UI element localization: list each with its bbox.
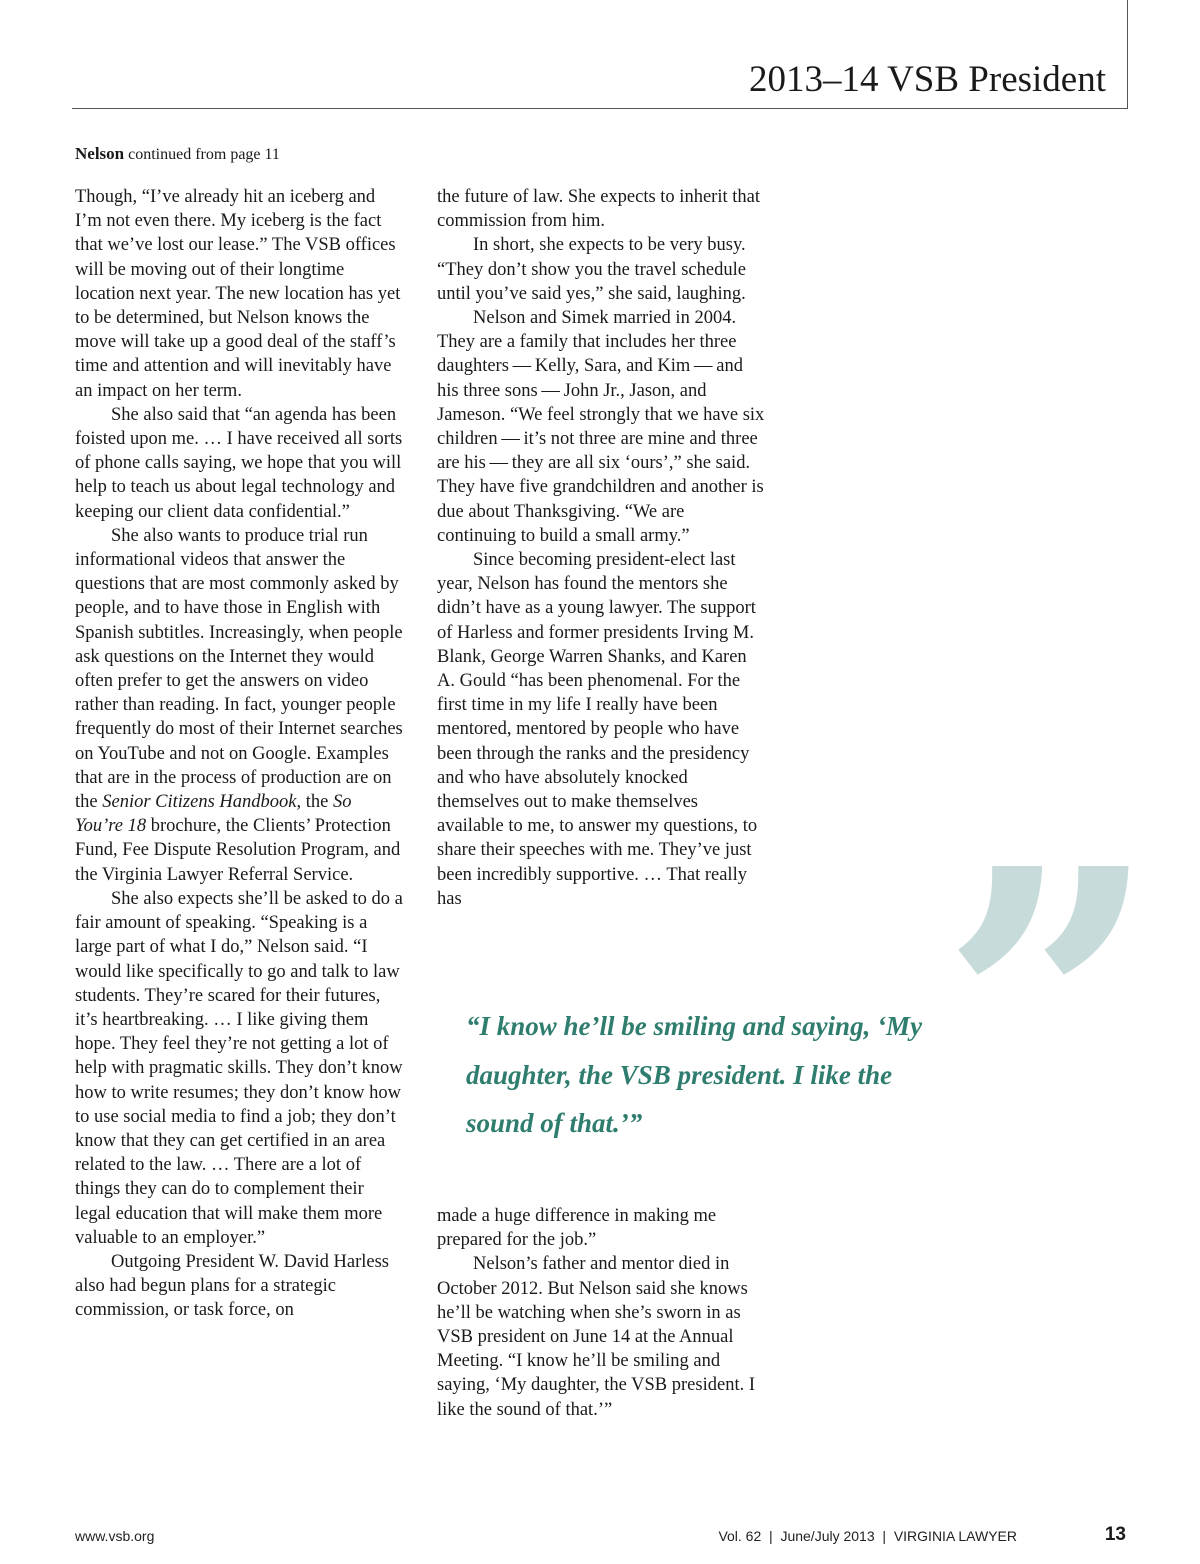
footer-url: www.vsb.org (75, 1528, 155, 1544)
section-title: 2013–14 VSB President (748, 59, 1106, 100)
pull-quote: “I know he’ll be smiling and saying, ‘My daughter, the VSB president. I like the sound of that.’” (466, 1011, 923, 1138)
paragraph: She also expects she’ll be asked to do a fair amount of speaking. “Speaking is a large part of what I do,” Nelson said. “I would like specifically to go and talk to law students. They’re scared for their futures, it’s heartbreaking. … I like giving them hope. They feel they’re not getting a lot of help with pragmatic skills. They don’t know how to write resumes; they don’t know how to use social media to find a job; they don’t know that they can get certified in an area related to the law. … There are a lot of things they can do to complement their legal education that will make them more valuable to an employer.” (75, 888, 403, 1248)
publication-title: So You’re 18 (75, 792, 352, 837)
paragraph: Though, “I’ve already hit an iceberg and I’m not even there. My iceberg is the fact that we’ve lost our lease.” The VSB offices will be moving out of their longtime location next year. The new location has yet to be determined, but Nelson knows the move will take up a good deal of the staff’s time and attention and will inevitably have an impact on her term. (75, 187, 401, 401)
quote-mark-icon: ” (940, 786, 1159, 1233)
paragraph: In short, she expects to be very busy. “They don’t show you the travel schedule until you’ve said yes,” she said, laughing. (437, 235, 746, 304)
text-run: brochure, the Clients’ Protection Fund, Fee Dispute Resolution Program, and the Virginia Lawyer Referral Service. (75, 816, 401, 885)
paragraph: made a huge difference in making me prepared for the job.” (437, 1206, 717, 1251)
paragraph (75, 524, 403, 887)
paragraph: Nelson and Simek married in 2004. They are a family that includes her three daughters — Kelly, Sara, and Kim — and his three sons — John Jr., Jason, and Jameson. “We feel strongly that we have six children — it’s not three are mine and three are his — they are all six ‘ours’,” she said. They have five grandchildren and another is due about Thanksgiving. “We are continuing to build a small army.” (437, 308, 765, 546)
page-number: 13 (1104, 1524, 1126, 1545)
paragraph: She also said that “an agenda has been foisted upon me. … I have received all sorts of phone calls saying, we hope that you will help to teach us about legal technology and keeping our client data confidential.” (75, 404, 403, 522)
continued-line (75, 144, 280, 164)
article-column-2 (437, 185, 767, 911)
header-rule (72, 108, 1128, 109)
paragraph: Nelson’s father and mentor died in October 2012. But Nelson said she knows he’ll be watching when she’s sworn in as VSB president on June 14 at the Annual Meeting. “I know he’ll be smiling and saying, ‘My daughter, the VSB president. I like the sound of that.’” (437, 1254, 755, 1420)
paragraph: Since becoming president-elect last year, Nelson has found the mentors she didn’t have as a young lawyer. The support of Harless and former presidents Irving M. Blank, George Warren Shanks, and Karen A. Gould “has been phenomenal. For the first time in my life I really have been mentored, mentored by people who have been through the ranks and the presidency and who have absolutely knocked themselves out to make themselves available to me, to answer my questions, to share their speeches with me. They’ve just been incredibly supportive. … That really has (437, 550, 758, 909)
article-column-3 (437, 1204, 767, 1422)
continued-text: continued from page 11 (128, 146, 280, 163)
text-run: , the (296, 792, 333, 813)
publication-title: Senior Citizens Handbook (102, 792, 297, 813)
text-run: She also wants to produce trial run informational videos that answer the questions that are most commonly asked by people, and to have those in English with Spanish subtitles. Increasingly, when people ask questions on the Internet they would often prefer to get the answers on video rather than reading. In fact, younger people frequently do most of their Internet searches on YouTube and not on Google. Examples that are in the process of production are on the (75, 525, 403, 813)
footer-issue: Vol. 62 | June/July 2013 | VIRGINIA LAWYER (718, 1528, 1017, 1544)
article-column-1 (75, 185, 403, 1323)
header-vertical-rule (1127, 0, 1128, 109)
paragraph: the future of law. She expects to inherit that commission from him. (437, 187, 760, 232)
paragraph: Outgoing President W. David Harless also had begun plans for a strategic commission, or task force, on (75, 1251, 389, 1321)
continued-name: Nelson (75, 144, 125, 163)
